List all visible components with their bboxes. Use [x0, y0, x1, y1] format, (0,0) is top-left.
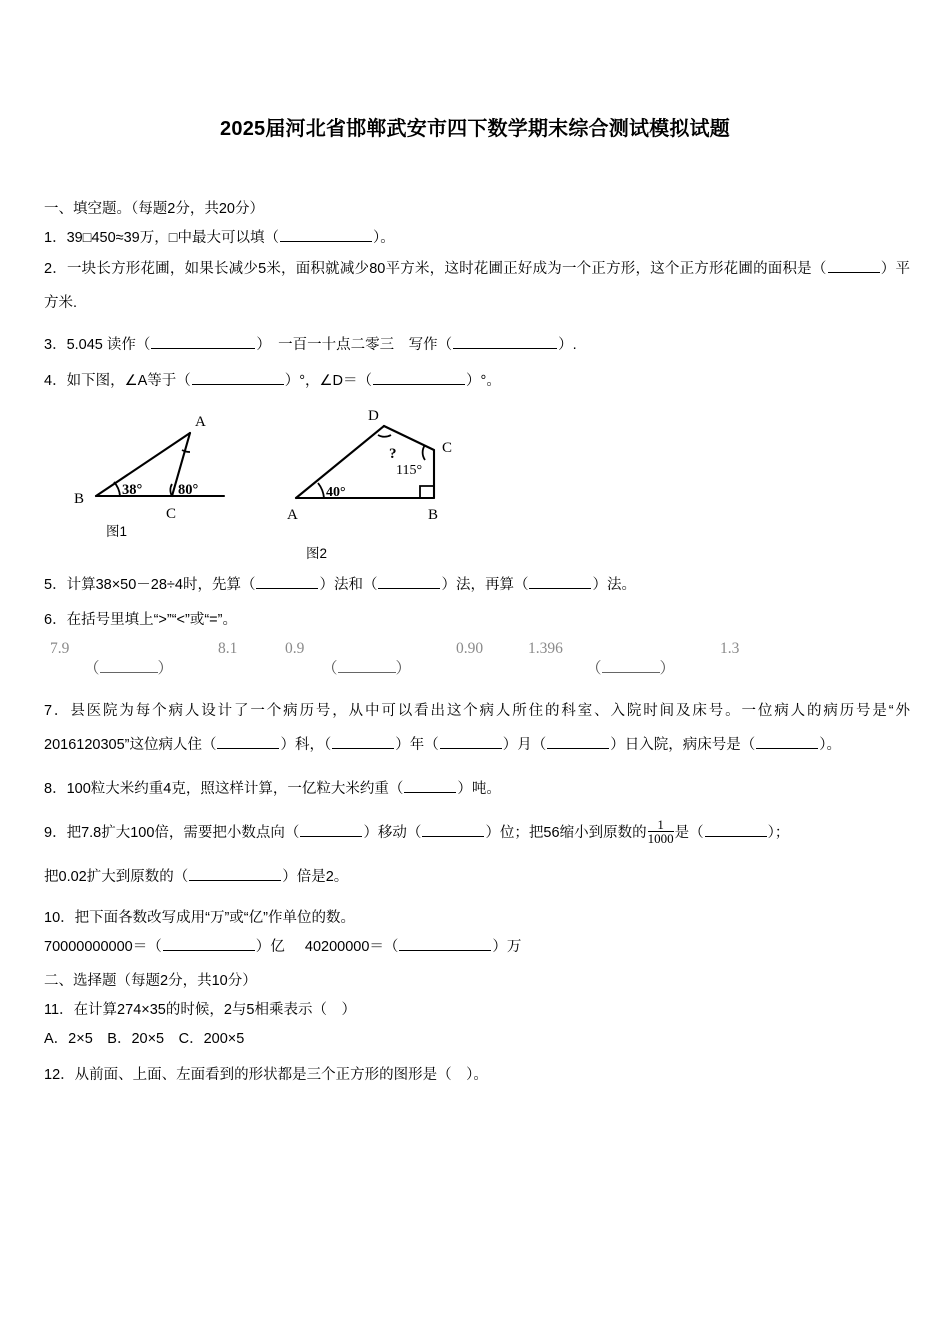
question-7-blank-month[interactable] [440, 735, 502, 749]
question-9-blank-direction[interactable] [300, 823, 362, 837]
figure-1-label-b: B [74, 491, 85, 507]
figure-1-caption: 图1 [106, 524, 128, 539]
question-7-blank-bed[interactable] [756, 735, 818, 749]
figure-2-angle-c-value: 115° [396, 463, 423, 478]
question-11-choices[interactable]: A．2×5 B．20×5 C．200×5 [44, 1031, 245, 1047]
question-7-text-part6: ）。 [819, 737, 841, 753]
question-7-text-part2: ）科，（ [280, 737, 332, 753]
figure-2-caption: 图2 [306, 546, 328, 561]
exam-body [44, 196, 910, 1096]
question-3-blank-2[interactable] [453, 335, 557, 349]
question-12-number: 12． [44, 1067, 75, 1083]
figure-2-right-angle-mark-b [420, 486, 434, 498]
figure-2-quadrilateral [296, 426, 434, 498]
question-8 [44, 772, 910, 806]
question-10-item2-right: ）万 [492, 939, 522, 955]
question-4-number: 4． [44, 373, 67, 389]
compare-pair-1-blank[interactable]: （ ） [84, 660, 174, 677]
question-1-text-part1: 39□450≈39万，□中最大可以填（ [66, 230, 280, 246]
question-10-prompt: 把下面各数改写成用“万”或“亿”作单位的数。 [74, 910, 355, 926]
question-10-number: 10． [44, 910, 75, 926]
question-9-text-part4: 是（ [674, 825, 704, 841]
question-10-items [44, 932, 910, 962]
question-9-blank-places[interactable] [422, 823, 484, 837]
question-10-blank-1[interactable] [163, 937, 255, 951]
question-4-figures [44, 402, 910, 564]
question-5-text-part2: ）法和（ [319, 577, 378, 593]
figure-1-side-ba [96, 433, 190, 496]
question-3-text-part3: ）. [558, 337, 577, 353]
question-12-text: 从前面、上面、左面看到的形状都是三个正方形的图形是（ ）。 [74, 1067, 488, 1083]
question-4-text-part2: ）°，∠D＝（ [284, 373, 373, 389]
figure-2-angle-arc-c [423, 445, 425, 460]
question-9-text-part5: ）； [767, 825, 790, 841]
question-7-text-part4: ）月（ [502, 737, 547, 753]
question-1-blank-1[interactable] [280, 228, 372, 242]
section-heading-multiple-choice: 二、选择题（每题2分，共10分） [44, 973, 257, 989]
question-5-text-part4: ）法。 [592, 577, 636, 593]
question-7-blank-day[interactable] [547, 735, 609, 749]
question-5-blank-2[interactable] [378, 575, 440, 589]
question-2-number: 2． [44, 261, 67, 277]
compare-pair-3-left: 1.396 [528, 640, 563, 657]
question-4-blank-1[interactable] [192, 371, 284, 385]
figure-2-label-a: A [287, 507, 298, 523]
question-11-number: 11． [44, 1002, 74, 1018]
fraction-denominator: 1000 [647, 830, 674, 846]
question-4 [44, 366, 910, 396]
question-4-blank-2[interactable] [373, 371, 465, 385]
question-5-blank-3[interactable] [529, 575, 591, 589]
section-heading-fill-in-blank: 一、填空题。（每题2分，共20分） [44, 201, 264, 217]
question-9-blank-result[interactable] [705, 823, 767, 837]
question-9-blank-multiplier[interactable] [189, 867, 281, 881]
question-7 [44, 694, 910, 762]
question-7-text-part1: 县医院为每个病人设计了一个病历号，从中可以看出这个病人所住的科室、入院时间及床号。一位病人的病历号是“外2016120305”这位病人住（ [44, 703, 910, 753]
question-5 [44, 570, 910, 600]
question-9-line2-part2: ）倍是2。 [282, 869, 349, 885]
question-6-number: 6． [44, 612, 67, 628]
figure-1-angle-arc-b [114, 482, 120, 496]
figure-2-label-d: D [368, 408, 379, 424]
question-6-prompt: 在括号里填上“>”“<”或“=”。 [66, 612, 237, 628]
compare-pair-1-right: 8.1 [218, 640, 238, 657]
question-8-text-part2: ）吨。 [457, 781, 501, 797]
question-10-blank-2[interactable] [399, 937, 491, 951]
question-8-number: 8． [44, 781, 67, 797]
question-3-text-part1: 5.045 读作（ [66, 337, 151, 353]
figure-1-angle-arc-c [170, 484, 172, 496]
question-9-line2-part1: 把0.02扩大到原数的（ [44, 869, 189, 885]
question-3 [44, 330, 910, 360]
figure-1-angle-c-value: 80° [178, 482, 199, 498]
figure-2-angle-arc-a [318, 483, 324, 498]
question-9 [44, 816, 910, 850]
question-1-number: 1． [44, 230, 67, 246]
question-7-text-part3: ）年（ [395, 737, 439, 753]
question-9-line2 [44, 860, 910, 894]
question-9-text-part3: ）位；把56缩小到原数的 [485, 825, 647, 841]
figure-1-triangle [96, 433, 224, 496]
question-9-text-part2: ）移动（ [363, 825, 422, 841]
figure-1-label-a: A [195, 414, 206, 430]
question-2-text-part2: ）平方米. [44, 261, 910, 311]
question-11-text: 在计算274×35的时候，2与5相乘表示（ ） [73, 1002, 356, 1018]
question-12 [44, 1060, 910, 1090]
compare-pair-2-left: 0.9 [285, 640, 305, 657]
question-5-text-part3: ）法，再算（ [441, 577, 529, 593]
question-2-text-part1: 一块长方形花圃，如果长减少5米，面积就减少80平方米，这时花圃正好成为一个正方形，这个正方形花圃的面积是（ [66, 261, 827, 277]
compare-pair-2-blank[interactable]: （ ） [322, 660, 412, 677]
question-10 [44, 904, 910, 932]
question-9-number: 9． [44, 825, 67, 841]
question-7-blank-department[interactable] [217, 735, 279, 749]
question-10-item-1 [44, 939, 285, 955]
question-10-item-2 [305, 939, 522, 955]
question-7-blank-year[interactable] [332, 735, 394, 749]
question-10-item1-left: 70000000000＝（ [44, 939, 162, 955]
figure-2-angle-d-value: ? [389, 446, 397, 462]
compare-pair-1-left: 7.9 [50, 640, 70, 657]
page-title: 2025届河北省邯郸武安市四下数学期末综合测试模拟试题 [220, 118, 730, 140]
question-7-text-part5: ）日入院，病床号是（ [610, 737, 756, 753]
question-6 [44, 606, 910, 634]
question-6-comparison-row [44, 640, 910, 684]
fraction-numerator: 1 [648, 818, 674, 832]
figure-2-label-c: C [442, 440, 453, 456]
question-4-text-part1: 如下图，∠A等于（ [66, 373, 191, 389]
figure-1-label-c: C [166, 506, 177, 522]
question-5-text-part1: 计算38×50－28÷4时，先算（ [66, 577, 256, 593]
question-5-number: 5． [44, 577, 67, 593]
question-3-text-part2: ） 一百一十点二零三 写作（ [256, 337, 453, 353]
question-9-text-part1: 把7.8扩大100倍，需要把小数点向（ [66, 825, 300, 841]
question-10-item1-right: ）亿 [255, 939, 285, 955]
compare-pair-3-right: 1.3 [720, 640, 740, 657]
question-2-blank-1[interactable] [828, 259, 880, 273]
compare-pair-3-blank[interactable]: （ ） [586, 660, 676, 677]
question-3-number: 3． [44, 337, 67, 353]
question-5-blank-1[interactable] [256, 575, 318, 589]
question-2 [44, 252, 910, 320]
question-1-text-part2: ）。 [373, 230, 395, 246]
question-8-text-part1: 100粒大米约重4克，照这样计算，一亿粒大米约重（ [66, 781, 404, 797]
figure-2-label-b: B [428, 507, 439, 523]
question-7-number: 7． [44, 703, 71, 719]
question-1 [44, 224, 910, 252]
figure-2-angle-arc-d [378, 435, 391, 437]
fraction-one-over-one-thousand [648, 818, 674, 846]
question-8-blank-1[interactable] [404, 779, 456, 793]
figure-1-angle-b-value: 38° [122, 482, 143, 498]
compare-pair-2-right: 0.90 [456, 640, 484, 657]
question-4-text-part3: ）°。 [466, 373, 501, 389]
question-10-item2-left: 40200000＝（ [304, 939, 399, 955]
question-3-blank-1[interactable] [151, 335, 255, 349]
figure-2-angle-a-value: 40° [326, 485, 346, 500]
question-11 [44, 996, 910, 1024]
